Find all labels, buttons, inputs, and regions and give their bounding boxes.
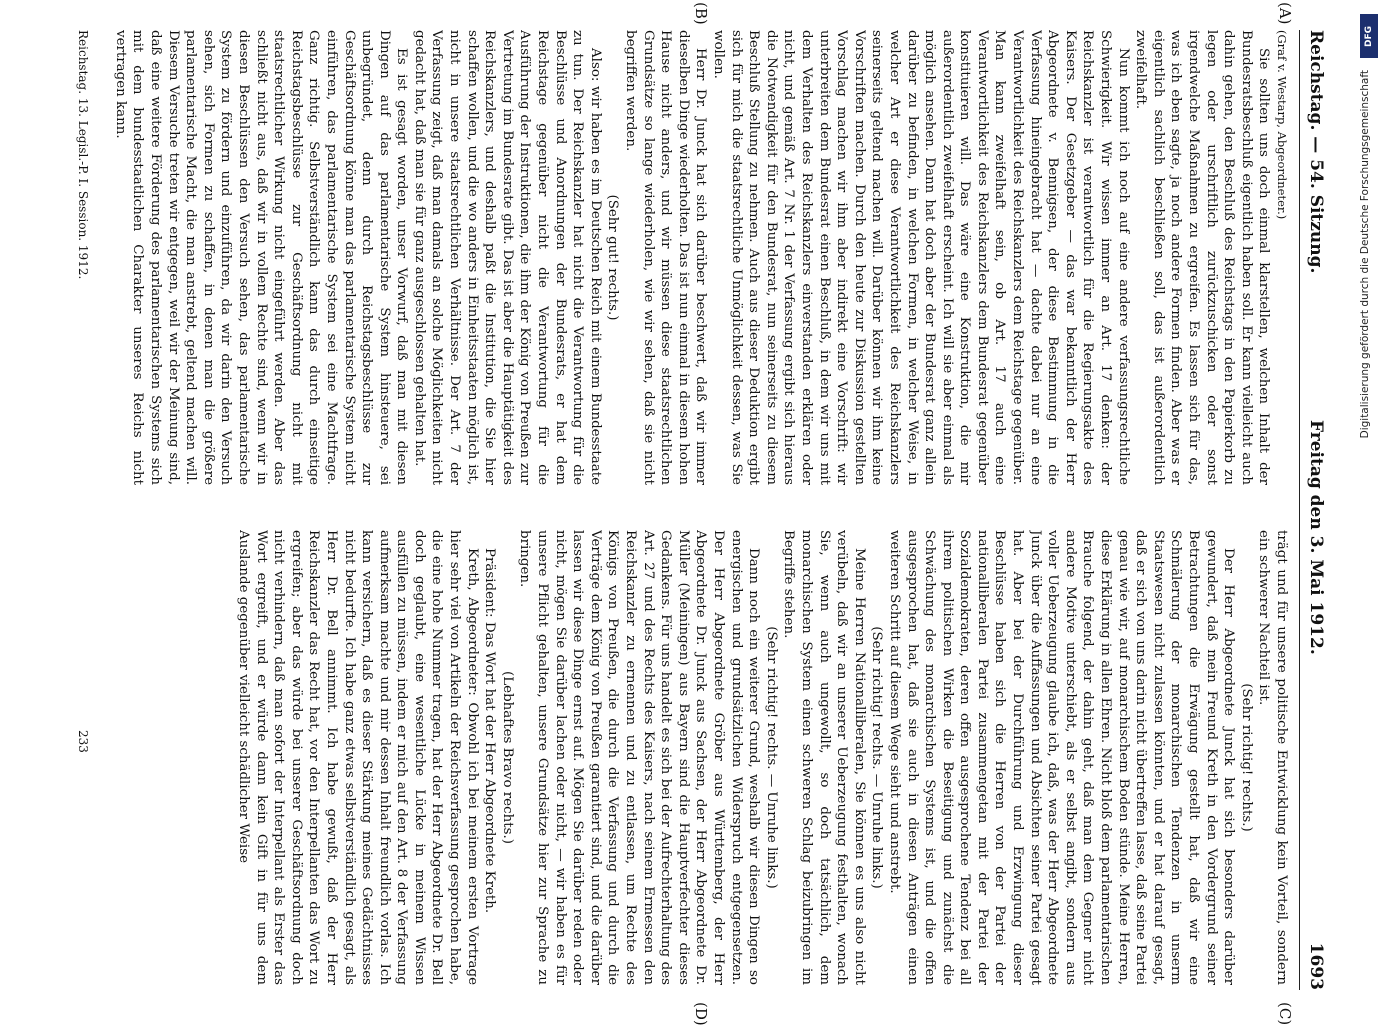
paragraph: trägt und für unsere politische Entwicklung kein Vorteil, sondern ein schwerer Nachteil ist. xyxy=(1256,530,1289,985)
paragraph: Kreth, Abgeordneter: Obwohl ich bei meinem ersten Vortrage hier sehr viel von Artikeln der Reichsverfassung gesprochen habe, die eine hohe Nummer tragen, hat der Herr Abgeordnete Dr. Bell doch geglaubt, eine wesentliche Lücke in meinem Wissen ausfüllen zu müssen, indem er mich auf den Art. 8 der Verfassung aufmerksam machte und mir dessen Inhalt freundlich vorlas. Ich kann versichern, daß es dieser Stärkung meines Gedächtnisses nicht bedurfte. Ich habe ganz etwas selbstverständlich gesagt, als Herr Dr. Bell annimmt. Ich habe gewußt, daß der Herr Reichskanzler das Recht hat, vor den Interpellanten das Wort zu ergreifen; aber das würde bei unserer Geschäftsordnung doch nicht verhindern, daß man sofort der Interpellant als Erster das Wort ergreift, und er würde dann kein Gift in für uns dem Auslande gegenüber vielleicht schädlicher Weise xyxy=(235,530,480,985)
margin-letter-a: (A) xyxy=(1276,2,1294,25)
page-header xyxy=(1299,30,1330,990)
reaction-note: (Sehr gut! rechts.) xyxy=(605,194,621,321)
header-date: Freitag den 3. Mai 1912. xyxy=(1306,420,1326,655)
reaction-note: (Sehr richtig! rechts. — Unruhe links.) xyxy=(763,626,779,889)
paragraph: Der Herr Abgeordnete Junck hat sich besonders darüber gewundert, daß mein Freund Kreth in den Vordergrund seiner Betrachtungen die Erwägung gestellt hat, daß wir eine Schmälerung der monarchischen Tendenzen in unserm Staatswesen nicht zulassen könnten, und er hat darauf gesagt, daß er sich von uns darin nicht übertreffen lasse, daß seine Partei genau wie wir, auf monarchischem Boden stünde. Meine Herren, diese Erklärung in allen Ehren. Nicht bloß dem parlamentarischen Brauche folgend, der dahin geht, daß man dem Gegner nicht andere Motive unterschiebt, als er selbst angibt, sondern aus voller Ueberzeugung glaube ich, daß, was der Herr Abgeordnete Junck über die Auffassungen und Absichten seiner Partei gesagt hat. Aber bei der Durchführung und Erzwingung dieser Beschlüsse haben sich die Herren von der Partei der nationalliberalen Partei zusammengetan mit der Partei der Sozialdemokraten, deren offen ausgesprochene Tendenz bei all ihrem politischen Wirken die Beseitigung und zunächst die Schwächung des monarchischen Systems ist, und die offen ausgesprochen hat, daß sie auch in diesen Anträgen einen weiteren Schritt auf diesem Wege sieht und anstrebt. xyxy=(886,530,1237,985)
right-column xyxy=(110,530,1290,985)
paragraph: Es ist gesagt worden, unser Vorwurf, daß man mit diesen Dingen auf das parlamentarische System hinsteuere, sei unbegründet, denn durch Reichstagsbeschlüsse zur Geschäftsordnung könne man das parlamentarische System nicht einführen, das parlamentarische System sei eine Machtfrage. Ganz richtig. Selbstverständlich kann das durch einseitige Reichstagsbeschlüsse zur Geschäftsordnung nicht mit staatsrechtlicher Wirkung nicht eingeführt werden. Aber das schließt nicht aus, daß wir in vollem Rechte sind, wenn wir in diesen Beschlüssen den Versuch sehen, das parlamentarische System zu fördern und einzuführen, da wir darin den Versuch sehen, sich Formen zu schaffen, in denen man die größere parlamentarische Macht, die man anstrebt, geltend machen will. Diesem Versuche treten wir entgegen, weil wir der Meinung sind, daß eine weitere Förderung des parlamentarischen Systems sich mit dem bundesstaatlichen Charakter unseres Reichs nicht vertragen kann. xyxy=(112,30,410,485)
footer-session-info: Reichstag. 13. Legisl.-P. I. Session. 1912. xyxy=(76,30,90,280)
margin-letter-b: (B) xyxy=(692,2,710,25)
digitization-stamp xyxy=(1359,10,1379,990)
paragraph: Sie sollten uns doch einmal klarstellen, welchen Inhalt der Bundesratsbeschluß eigentlich haben soll. Er kann vielleicht auch dahin gehen, den Beschluß des Reichstags in den Papierkorb zu legen oder urschriftlich zurückzuschicken oder sonst irgendwelche Maßnahmen zu ergreifen. Es lassen sich für das, was ich eben sagte, ja noch andere Formen finden. Aber was er eigentlich sachlich beschließen soll, das ist außerordentlich zweifelhaft. xyxy=(1133,30,1272,485)
margin-letter-c: (C) xyxy=(1276,1002,1294,1026)
reaction-note: (Sehr richtig! rechts. — Unruhe links.) xyxy=(869,626,885,889)
reaction-note: (Lebhaftes Bravo rechts.) xyxy=(499,671,515,844)
footer-sheet-number: 233 xyxy=(76,730,90,753)
president-statement: Präsident: Das Wort hat der Herr Abgeordnete Kreth. xyxy=(482,548,498,914)
margin-letter-d: (D) xyxy=(692,1002,710,1026)
paragraph: Also: wir haben es im Deutschen Reich mit einem Bundesstaate zu tun. Der Reichskanzler hat nicht die Verantwortung für die Beschlüsse und Anordnungen der Bundesrats, er hat dem Reichstage gegenüber nicht die Verantwortung für die Ausführung der Instruktionen, die ihm der König von Preußen zur Vertretung im Bundesrate gibt. Das ist aber die Hauptätigkeit des Reichskanzlers, und deshalb paßt die Institution, die Sie hier schaffen wollen, und die wo anders in Einheitsstaaten möglich ist, nicht in unsere staatsrechtlichen Verhältnisse. Der Art. 7 der Verfassung zeigt, daß man damals an solche Möglichkeiten nicht gedacht hat, daß man sie für ganz ausgeschlossen gehalten hat. xyxy=(411,30,603,485)
header-page-number: 1693 xyxy=(1306,942,1326,990)
document-page xyxy=(0,2,1330,1026)
paragraph: Herr Dr. Junck hat sich darüber beschwert, daß wir immer dieselben Dinge wiederholten. Das ist nun einmal in diesem hohen Hause nicht anders, und wir müssen diese staatsrechtlichen Grundsätze so lange wiederholen, wie wir sehen, daß sie nicht begriffen werden. xyxy=(623,30,709,485)
dfg-logo-icon: DFG xyxy=(1360,14,1378,58)
header-session: Reichstag. — 54. Sitzung. xyxy=(1306,30,1326,274)
digitization-note: Digitalisierung gefördert durch die Deutsche Forschungsgemeinschaft xyxy=(1359,70,1371,439)
paragraph: Nun kommt ich noch auf eine andere verfassungsrechtliche Schwierigkeit. Wir wissen immer an Art. 17 denken: der Reichskanzler ist verantwortlich für die Regierungsakte des Kaisers. Der Gesetzgeber — das war bekanntlich der Herr Abgeordnete v. Bennigsen, der diese Bestimmung in die Verfassung hineingebracht hat — dachte dabei nur an eine Verantwortlichkeit des Reichskanzlers dem Reichstage gegenüber. Man kann zweifelhaft sein, ob Art. 17 auch eine Verantwortlichkeit des Reichskanzlers dem Bundesrat gegenüber konstituieren will. Das wäre eine Konstruktion, die mir außerordentlich zweifelhaft erscheint. Ich will sie aber einmal als möglich ansehen. Dann hat doch aber der Bundesrat ganz allein darüber zu befinden, in welchen Formen, in welcher Weise, in welcher Art er diese Verantwortlichkeit des Reichskanzlers seinerseits geltend machen will. Darüber können wir ihm keine Vorschriften machen. Durch den heute zur Diskussion gestellten Vorschlag machen wir ihm aber indirekt eine Vorschrift: wir unterbreiten dem Bundesrat einen Beschluß, in dem wir uns mit dem Verhalten des Reichskanzlers einverstanden erklären oder nicht, und gemäß Art. 7 Nr. 1 der Verfassung ergibt sich hieraus die Notwendigkeit für den Bundesrat, nun seinerseits zu diesem Beschluß Stellung zu nehmen. Auch aus dieser Deduktion ergibt sich für mich die staatsrechtliche Unmöglichkeit dessen, was Sie wollen. xyxy=(711,30,1131,485)
speaker-note: (Graf v. Westarp, Abgeordneter.) xyxy=(1275,30,1289,220)
left-column xyxy=(110,30,1290,485)
paragraph: Meine Herren Nationalliberalen, Sie können es uns also nicht verübeln, daß wir an unserer Ueberzeugung festhalten, wonach Sie, wenn auch ungewollt, so doch tatsächlich, dem monarchischen System einen schweren Schlag beizubringen im Begriffe stehen. xyxy=(781,530,867,985)
paragraph: Dann noch ein weiterer Grund, weshalb wir diesen Dingen so energischen und grundsätzlichen Widerspruch entgegensetzen. Der Herr Abgeordnete Gröber aus Württemberg, der Herr Abgeordnete Dr. Junck aus Sachsen, der Herr Abgeordnete Dr. Müller (Meiningen) aus Bayern sind die Hauptverfechter dieses Gedankens. Für uns handelt es sich bei der Aufrechterhaltung des Art. 27 und des Rechts des Kaisers, nach seinem Ermessen den Reichskanzler zu ernennen und zu entlassen, um Rechte des Königs von Preußen, die durch die Verfassung und durch die Verträge dem König von Preußen garantiert sind, und die darüber lassen wir diese Dinge ernst auf. Mögen Sie darüber reden oder nicht, mögen Sie darüber lachen oder nicht, — wir haben es für unsere Pflicht gehalten, unsere Grundsätze hier zur Sprache zu bringen. xyxy=(517,530,762,985)
reaction-note: (Sehr richtig! rechts.) xyxy=(1238,683,1254,832)
